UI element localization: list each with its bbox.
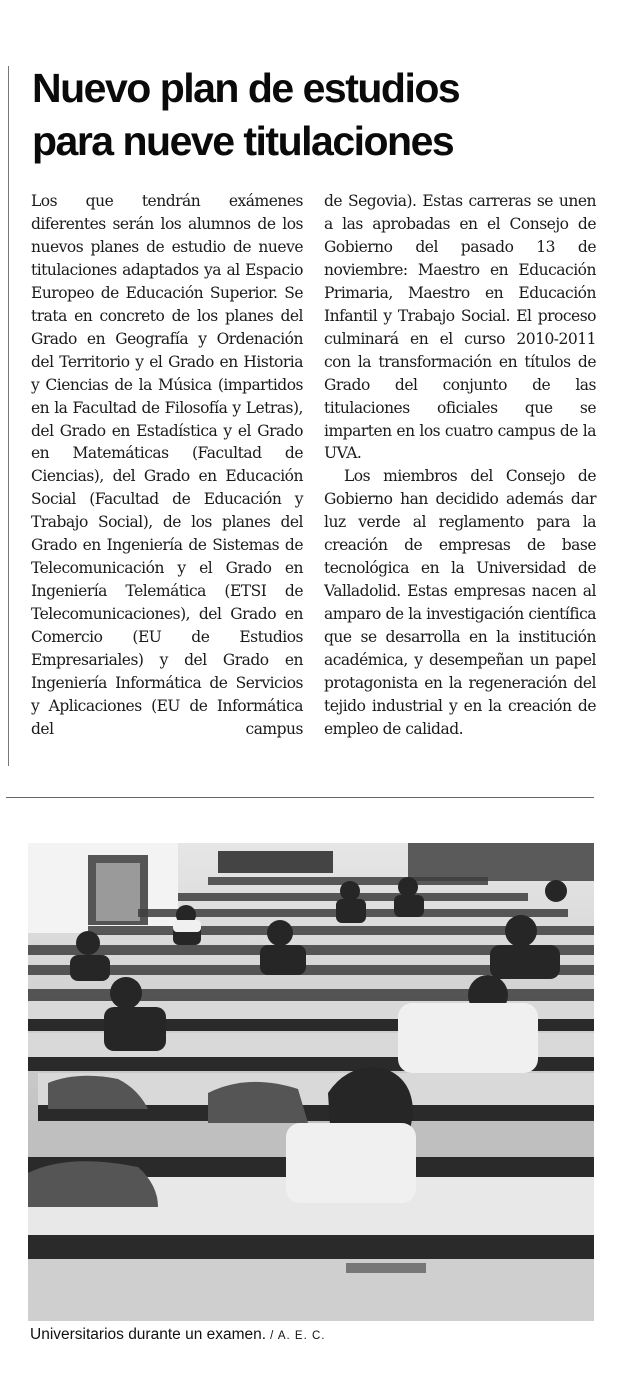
headline	[32, 62, 612, 168]
section-divider	[6, 797, 594, 798]
photo-credit: / A. E. C.	[270, 1330, 326, 1342]
exam-hall-photo	[28, 843, 594, 1321]
body-paragraph-1-continued: de Segovia). Estas carreras se unen a las aprobadas en el Consejo de Gobierno del pasado 13 de noviembre: Maestro en Educación Primaria, Maestro en Educación Infantil y Trabajo Social. El proceso culminará en el curso 2010-2011 con la transformación en títulos de Grado del conjunto de las titulaciones oficiales que se imparten en los cuatro campus de la UVA.	[324, 192, 596, 463]
caption-text: Universitarios durante un examen.	[30, 1326, 267, 1343]
body-paragraph-1: Los que tendrán exámenes diferentes serán los alumnos de los nuevos planes de estudio de nueve titulaciones adaptados ya al Espacio Europeo de Educación Superior. Se trata en concreto de los planes del Grado en Geografía y Ordenación del Territorio y el Grado en Historia y Ciencias de la Música (impartidos en la Facultad de Filosofía y Letras), del Grado en Estadística y el Grado en Matemáticas (Facultad de Ciencias), del Grado en Educación Social (Facultad de Educación y Trabajo Social), de los planes del Grado en Ingeniería de Sistemas de Telecomunicación y el Grado en Ingeniería Telemática (ETSI de Telecomunicaciones), del Grado en Comercio (EU de Estudios Empresariales) y del Grado en Ingeniería Informática de Servicios y Aplicaciones (EU de Informática del campus	[31, 192, 303, 738]
headline-line-2: para nueve titulaciones	[32, 118, 454, 164]
photo-caption	[30, 1326, 325, 1344]
text-column-left	[31, 190, 303, 741]
body-paragraph-2: Los miembros del Consejo de Gobierno han decidido además dar luz verde al reglamento para la creación de empresas de base tecnológica en la Universidad de Valladolid. Estas empresas nacen al amparo de la investigación científica que se desarrolla en la institución académica, y desempeñan un papel protagonista en la regeneración del tejido industrial y en la creación de empleo de calidad.	[324, 467, 596, 738]
text-column-right	[324, 190, 596, 741]
column-rule	[8, 66, 9, 766]
headline-line-1: Nuevo plan de estudios	[32, 65, 460, 111]
